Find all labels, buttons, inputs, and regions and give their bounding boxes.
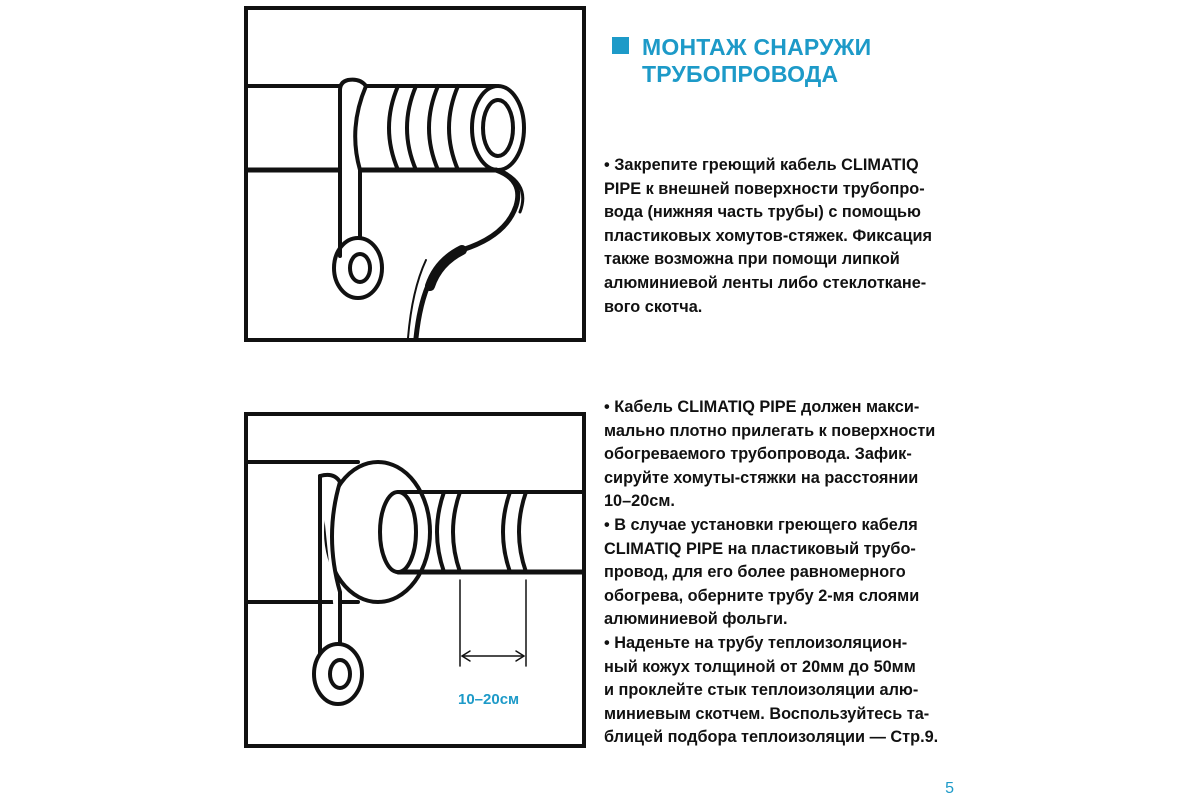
text-line: также возможна при помощи липкой [604, 250, 900, 269]
text-line: CLIMATIQ PIPE на пластиковый трубо- [604, 539, 916, 558]
text-line: мально плотно прилегать к поверхности [604, 421, 936, 440]
text-line: обогреваемого трубопровода. Зафик- [604, 445, 912, 464]
text-line: вого скотча. [604, 297, 703, 316]
text-line: 10–20см. [604, 492, 675, 511]
page-number: 5 [945, 780, 954, 797]
text-line: вода (нижняя часть трубы) с помощью [604, 203, 921, 222]
text-line: сируйте хомуты-стяжки на расстоянии [604, 468, 919, 487]
text-line: и проклейте стык теплоизоляции алю- [604, 681, 919, 700]
text-line: алюминиевой фольги. [604, 610, 788, 629]
section-heading [612, 34, 871, 88]
pipe-cable-drawing [248, 10, 582, 338]
illustration-pipe-tie-spacing [244, 412, 586, 748]
text-line: провод, для его более равномерного [604, 563, 906, 582]
text-line: • В случае установки греющего кабеля [604, 515, 918, 534]
pipe-spacing-drawing [248, 416, 582, 744]
dimension-label: 10–20см [458, 691, 520, 708]
text-line: пластиковых хомутов-стяжек. Фиксация [604, 226, 933, 245]
text-line: блицей подбора теплоизоляции — Стр.9. [604, 728, 939, 747]
instruction-paragraph-bottom [604, 396, 976, 750]
text-line: PIPE к внешней поверхности трубопро- [604, 179, 925, 198]
heading-square-marker [612, 37, 629, 54]
text-line: • Закрепите греющий кабель CLIMATIQ [604, 156, 919, 174]
text-line: обогрева, оберните трубу 2-мя слоями [604, 586, 920, 605]
text-line: алюминиевой ленты либо стеклоткане- [604, 273, 927, 292]
text-line: миниевым скотчем. Воспользуйтесь та- [604, 704, 930, 723]
heading-line-2: ТРУБОПРОВОДА [642, 61, 839, 87]
text-line: ный кожух толщиной от 20мм до 50мм [604, 657, 916, 676]
text-line: • Кабель CLIMATIQ PIPE должен макси- [604, 398, 920, 416]
instruction-paragraph-top [604, 154, 976, 319]
illustration-pipe-cable-clamp [244, 6, 586, 342]
heading-line-1: МОНТАЖ СНАРУЖИ [642, 34, 872, 60]
text-line: • Наденьте на трубу теплоизоляцион- [604, 633, 908, 652]
